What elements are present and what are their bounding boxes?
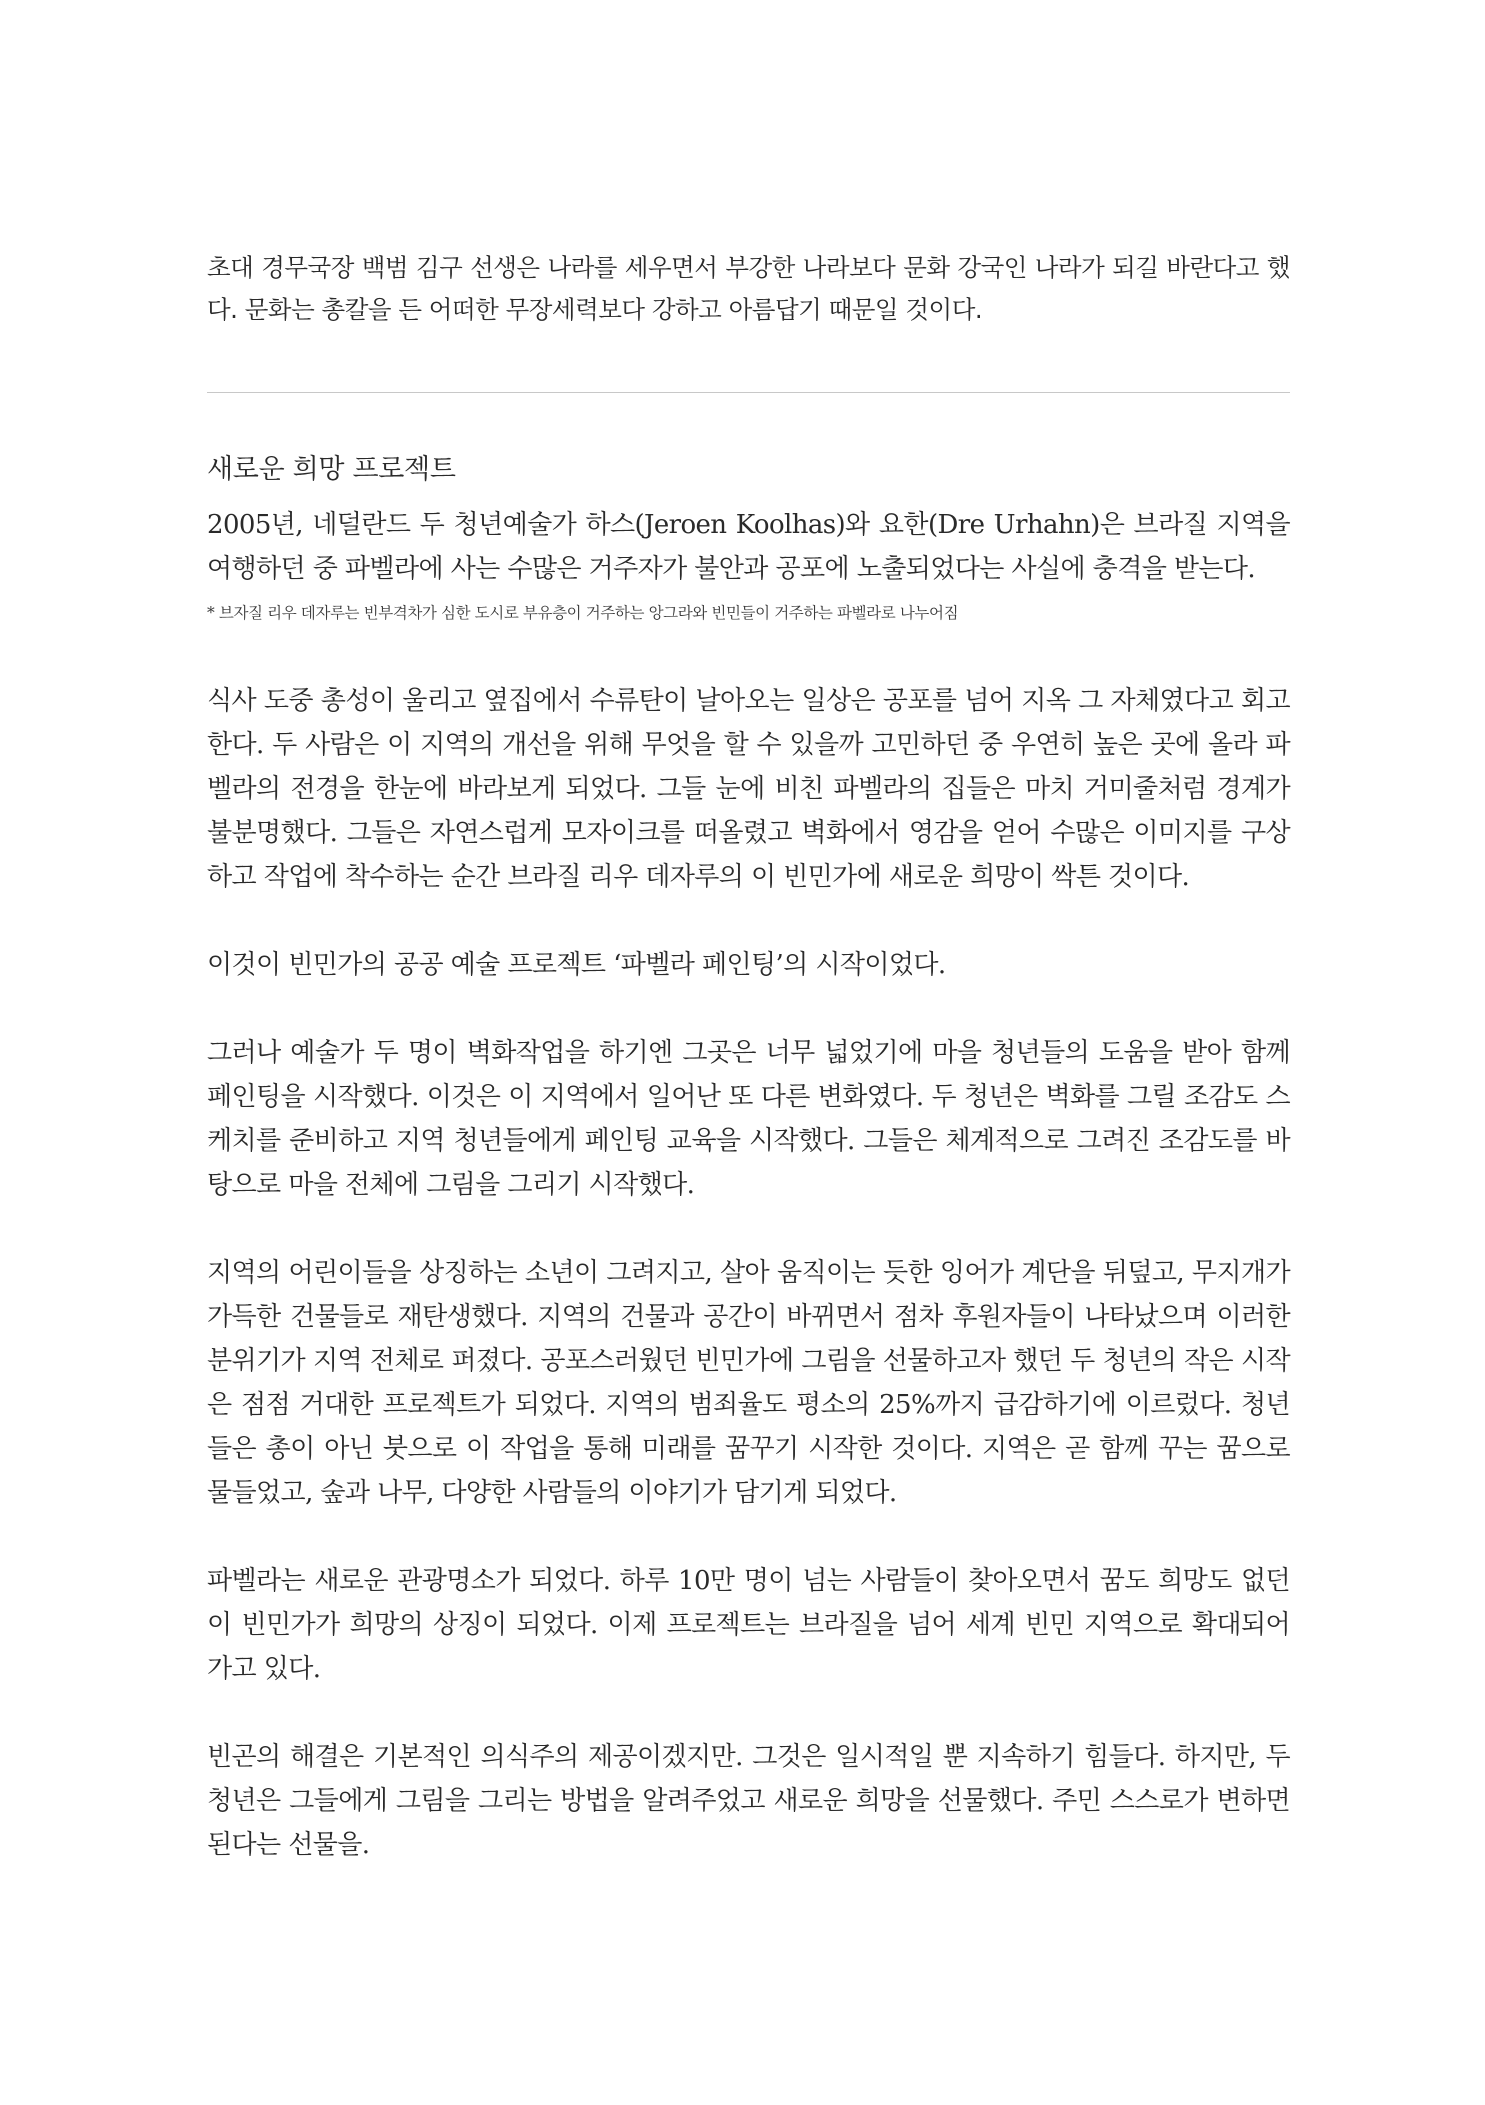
paragraph-6: 파벨라는 새로운 관광명소가 되었다. 하루 10만 명이 넘는 사람들이 찾아오면서 꿈도 희망도 없던 이 빈민가가 희망의 상징이 되었다. 이제 프로젝트는 브라질을 넘어 세계 빈민 지역으로 확대되어 가고 있다.: [207, 1566, 1290, 1684]
intro-paragraph: 초대 경무국장 백범 김구 선생은 나라를 세우면서 부강한 나라보다 문화 강국인 나라가 되길 바란다고 했다. 문화는 총칼을 든 어떠한 무장세력보다 강하고 아름답기 때문일 것이다.: [207, 253, 1290, 324]
section-divider: [207, 392, 1290, 393]
paragraph-4: 그러나 예술가 두 명이 벽화작업을 하기엔 그곳은 너무 넓었기에 마을 청년들의 도움을 받아 함께 페인팅을 시작했다. 이것은 이 지역에서 일어난 또 다른 변화였다. 두 청년은 벽화를 그릴 조감도 스케치를 준비하고 지역 청년들에게 페인팅 교육을 시작했다. 그들은 체계적으로 그려진 조감도를 바탕으로 마을 전체에 그림을 그리기 시작했다.: [207, 1038, 1290, 1200]
article: [207, 247, 1290, 1867]
paragraph-2: 식사 도중 총성이 울리고 옆집에서 수류탄이 날아오는 일상은 공포를 넘어 지옥 그 자체였다고 회고한다. 두 사람은 이 지역의 개선을 위해 무엇을 할 수 있을까 고민하던 중 우연히 높은 곳에 올라 파벨라의 전경을 한눈에 바라보게 되었다. 그들 눈에 비친 파벨라의 집들은 마치 거미줄처럼 경계가 불분명했다. 그들은 자연스럽게 모자이크를 떠올렸고 벽화에서 영감을 얻어 수많은 이미지를 구상하고 작업에 착수하는 순간 브라질 리우 데자루의 이 빈민가에 새로운 희망이 싹튼 것이다.: [207, 686, 1290, 892]
paragraph-5: 지역의 어린이들을 상징하는 소년이 그려지고, 살아 움직이는 듯한 잉어가 계단을 뒤덮고, 무지개가 가득한 건물들로 재탄생했다. 지역의 건물과 공간이 바뀌면서 점차 후원자들이 나타났으며 이러한 분위기가 지역 전체로 퍼졌다. 공포스러웠던 빈민가에 그림을 선물하고자 했던 두 청년의 작은 시작은 점점 거대한 프로젝트가 되었다. 지역의 범죄율도 평소의 25%까지 급감하기에 이르렀다. 청년들은 총이 아닌 붓으로 이 작업을 통해 미래를 꿈꾸기 시작한 것이다. 지역은 곧 함께 꾸는 꿈으로 물들었고, 숲과 나무, 다양한 사람들의 이야기가 담기게 되었다.: [207, 1258, 1290, 1508]
paragraph-3: 이것이 빈민가의 공공 예술 프로젝트 ‘파벨라 페인팅’의 시작이었다.: [207, 950, 946, 980]
footnote: * 브자질 리우 데자루는 빈부격차가 심한 도시로 부유층이 거주하는 앙그라와 빈민들이 거주하는 파벨라로 나누어짐: [207, 604, 959, 622]
paragraph-1: 2005년, 네덜란드 두 청년예술가 하스(Jeroen Koolhas)와 요한(Dre Urhahn)은 브라질 지역을 여행하던 중 파벨라에 사는 수많은 거주자가 불안과 공포에 노출되었다는 사실에 충격을 받는다.: [207, 510, 1290, 584]
section-title: 새로운 희망 프로젝트: [207, 454, 456, 485]
paragraph-7: 빈곤의 해결은 기본적인 의식주의 제공이겠지만. 그것은 일시적일 뿐 지속하기 힘들다. 하지만, 두 청년은 그들에게 그림을 그리는 방법을 알려주었고 새로운 희망을 선물했다. 주민 스스로가 변하면 된다는 선물을.: [207, 1742, 1290, 1860]
